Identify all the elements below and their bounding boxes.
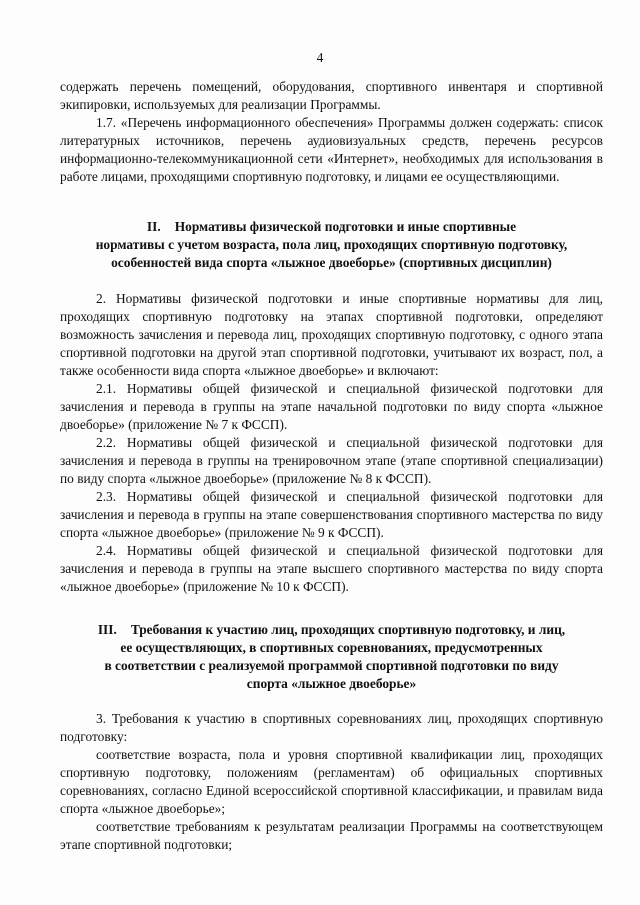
intro-block: [60, 78, 603, 186]
section-3-heading: [60, 621, 603, 693]
section-3-title-line-3: в соответствии с реализуемой программой спортивной подготовки по виду: [104, 658, 559, 673]
section-2-title-line-1: Нормативы физической подготовки и иные спортивные: [174, 219, 517, 234]
section-3-number: III.: [97, 622, 117, 637]
paragraph-3-req-1: соответствие возраста, пола и уровня спортивной квалификации лиц, проходящих спортивную подготовку, положениям (регламентам) об официальных спортивных соревнованиях, согласно Единой всероссийской спортивной классификации, и правилам вида спорта «лыжное двоеборье»;: [60, 747, 603, 816]
paragraph-2-3: 2.3. Нормативы общей физической и специальной физической подготовки для зачисления и перевода в группы на этапе совершенствования спортивного мастерства по виду спорта «лыжное двоеборье» (приложение № 9 к ФССП).: [60, 489, 603, 540]
section-2-heading: [60, 218, 603, 272]
paragraph-2-4: 2.4. Нормативы общей физической и специальной физической подготовки для зачисления и перевода в группы на этапе высшего спортивного мастерства по виду спорта «лыжное двоеборье» (приложение № 10 к ФССП).: [60, 543, 603, 594]
paragraph-1-7: 1.7. «Перечень информационного обеспечения» Программы должен содержать: список литературных источников, перечень аудиовизуальных средств, перечень ресурсов информационно-телекоммуникационной сети «Интернет», необходимых для использования в работе лицами, проходящими спортивную подготовку, и лицами ее осуществляющими.: [60, 115, 603, 184]
paragraph-1-6-end: содержать перечень помещений, оборудования, спортивного инвентаря и спортивной экипировки, используемых для реализации Программы.: [60, 79, 603, 112]
paragraph-3-req-2: соответствие требованиям к результатам реализации Программы на соответствующем этапе спортивной подготовки;: [60, 819, 603, 852]
section-3-title-line-2: ее осуществляющих, в спортивных соревнованиях, предусмотренных: [120, 640, 543, 655]
section-3-body: [60, 710, 603, 854]
page-number: 4: [316, 50, 324, 65]
paragraph-2-2: 2.2. Нормативы общей физической и специальной физической подготовки для зачисления и перевода в группы на тренировочном этапе (этапе спортивной специализации) по виду спорта «лыжное двоеборье» (приложение № 8 к ФССП).: [60, 435, 603, 486]
section-2-body: [60, 290, 603, 596]
section-2-number: II.: [146, 219, 161, 234]
paragraph-3: 3. Требования к участию в спортивных соревнованиях лиц, проходящих спортивную подготовку:: [60, 711, 603, 744]
section-2-title-line-3: особенностей вида спорта «лыжное двоеборье» (спортивных дисциплин): [111, 255, 552, 270]
section-3-title-line-4: спорта «лыжное двоеборье»: [246, 676, 417, 691]
section-2-title-line-2: нормативы с учетом возраста, пола лиц, проходящих спортивную подготовку,: [95, 237, 568, 252]
paragraph-2-1: 2.1. Нормативы общей физической и специальной физической подготовки для зачисления и перевода в группы на этапе начальной подготовки по виду спорта «лыжное двоеборье» (приложение № 7 к ФССП).: [60, 381, 603, 432]
section-3-title-line-1: Требования к участию лиц, проходящих спортивную подготовку, и лиц,: [130, 622, 566, 637]
paragraph-2: 2. Нормативы физической подготовки и иные спортивные нормативы для лиц, проходящих спортивную подготовку на этапах спортивной подготовки, определяют возможность зачисления и перевода лиц, проходящих спортивную подготовку, с одного этапа спортивной подготовки на другой этап спортивной подготовки, учитывают их возраст, пол, а также особенности вида спорта «лыжное двоеборье» и включают:: [60, 291, 603, 378]
